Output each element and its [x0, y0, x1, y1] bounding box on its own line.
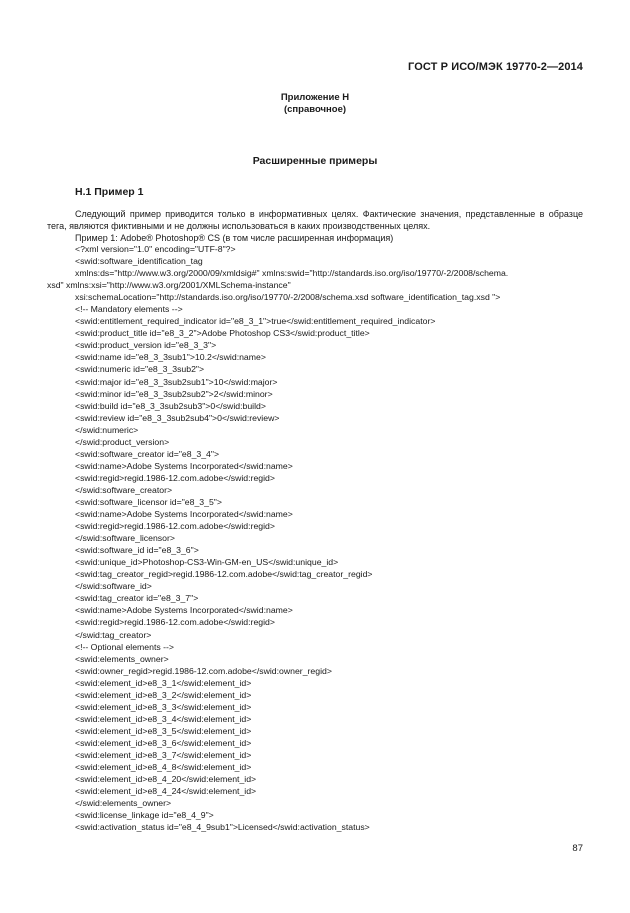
xml-code-listing [47, 243, 583, 833]
code-line: <swid:owner_regid>regid.1986-12.com.adobe</swid:owner_regid> [75, 665, 332, 676]
code-line: <swid:tag_creator id="e8_3_7"> [75, 593, 199, 604]
code-line: </swid:numeric> [75, 424, 139, 435]
code-line: <swid:name>Adobe Systems Incorporated</swid:name> [75, 605, 293, 616]
code-line: <!-- Optional elements --> [75, 641, 174, 652]
code-line: <swid:numeric id="e8_3_3sub2"> [75, 364, 205, 375]
code-line: <swid:element_id>e8_3_5</swid:element_id> [75, 725, 252, 736]
code-line: <swid:name>Adobe Systems Incorporated</swid:name> [75, 460, 293, 471]
code-line: <swid:software_id id="e8_3_6"> [75, 545, 199, 556]
code-line: </swid:elements_owner> [75, 798, 172, 809]
annex-title: Приложение Н [280, 92, 350, 103]
code-line: <swid:name>Adobe Systems Incorporated</swid:name> [75, 509, 293, 520]
code-line: <!-- Mandatory elements --> [75, 304, 183, 315]
code-line: <swid:element_id>e8_3_7</swid:element_id> [75, 749, 252, 760]
section-title: Расширенные примеры [252, 155, 378, 167]
code-line: </swid:tag_creator> [75, 629, 152, 640]
subsection-title: Н.1 Пример 1 [75, 186, 144, 198]
code-line: </swid:software_creator> [75, 484, 173, 495]
code-line: <swid:minor id="e8_3_3sub2sub2">2</swid:minor> [75, 388, 273, 399]
code-line: <swid:activation_status id="e8_4_9sub1">Licensed</swid:activation_status> [75, 822, 370, 833]
code-line: <swid:software_creator id="e8_3_4"> [75, 448, 220, 459]
annex-heading [0, 92, 630, 116]
code-line: <swid:unique_id>Photoshop-CS3-Win-GM-en_US</swid:unique_id> [75, 557, 339, 568]
code-line: </swid:software_id> [75, 581, 152, 592]
code-line: </swid:software_licensor> [75, 533, 175, 544]
code-line: <swid:regid>regid.1986-12.com.adobe</swid:regid> [75, 617, 275, 628]
code-line: xmlns:ds="http://www.w3.org/2000/09/xmldsig#" xmlns:swid="http://standards.iso.org/iso/19770/-2/2008/schema. [75, 268, 509, 279]
code-line: <swid:tag_creator_regid>regid.1986-12.com.adobe</swid:tag_creator_regid> [75, 569, 373, 580]
annex-subtitle: (справочное) [283, 104, 347, 115]
example-label: Пример 1: Adobe® Photoshop® CS (в том числе расширенная информация) [75, 233, 394, 243]
code-line: <swid:element_id>e8_4_24</swid:element_id> [75, 786, 257, 797]
code-line: <swid:elements_owner> [75, 653, 169, 664]
code-line: <swid:software_licensor id="e8_3_5"> [75, 496, 222, 507]
code-line: xsd" xmlns:xsi="http://www.w3.org/2001/XMLSchema-instance" [47, 280, 291, 291]
code-line: <swid:element_id>e8_3_4</swid:element_id> [75, 713, 252, 724]
code-line: <swid:build id="e8_3_3sub2sub3">0</swid:build> [75, 400, 266, 411]
code-line: <swid:regid>regid.1986-12.com.adobe</swid:regid> [75, 472, 275, 483]
code-line: <swid:element_id>e8_4_20</swid:element_id> [75, 774, 257, 785]
code-line: <swid:review id="e8_3_3sub2sub4">0</swid:review> [75, 412, 280, 423]
code-line: <swid:element_id>e8_3_3</swid:element_id> [75, 701, 252, 712]
code-line: <swid:element_id>e8_3_2</swid:element_id> [75, 689, 252, 700]
code-line: <swid:element_id>e8_3_6</swid:element_id> [75, 737, 252, 748]
code-line: <swid:license_linkage id="e8_4_9"> [75, 810, 214, 821]
code-line: <swid:regid>regid.1986-12.com.adobe</swid:regid> [75, 521, 275, 532]
page-number: 87 [572, 843, 583, 854]
code-line: <swid:name id="e8_3_3sub1">10.2</swid:name> [75, 352, 266, 363]
code-line: xsi:schemaLocation="http://standards.iso.org/iso/19770/-2/2008/schema.xsd software_identification_tag.xsd "> [75, 292, 501, 303]
code-line: <swid:element_id>e8_4_8</swid:element_id> [75, 762, 252, 773]
code-line: <swid:entitlement_required_indicator id="e8_3_1">true</swid:entitlement_required_indicator> [75, 316, 436, 327]
code-line: <swid:product_title id="e8_3_2">Adobe Photoshop CS3</swid:product_title> [75, 328, 370, 339]
intro-paragraph: Следующий пример приводится только в информативных целях. Фактические значения, представленные в образце тега, являются фиктивными и не должны использоваться в каких производственных целях. [47, 209, 583, 231]
code-line: <?xml version="1.0" encoding="UTF-8"?> [75, 244, 236, 254]
code-line: <swid:element_id>e8_3_1</swid:element_id> [75, 677, 252, 688]
code-line: <swid:product_version id="e8_3_3"> [75, 340, 217, 351]
code-line: <swid:software_identification_tag [75, 256, 203, 267]
intro-text [47, 208, 583, 244]
code-line: <swid:major id="e8_3_3sub2sub1">10</swid:major> [75, 376, 278, 387]
code-line: </swid:product_version> [75, 436, 170, 447]
standard-number: ГОСТ Р ИСО/МЭК 19770-2—2014 [408, 61, 583, 73]
